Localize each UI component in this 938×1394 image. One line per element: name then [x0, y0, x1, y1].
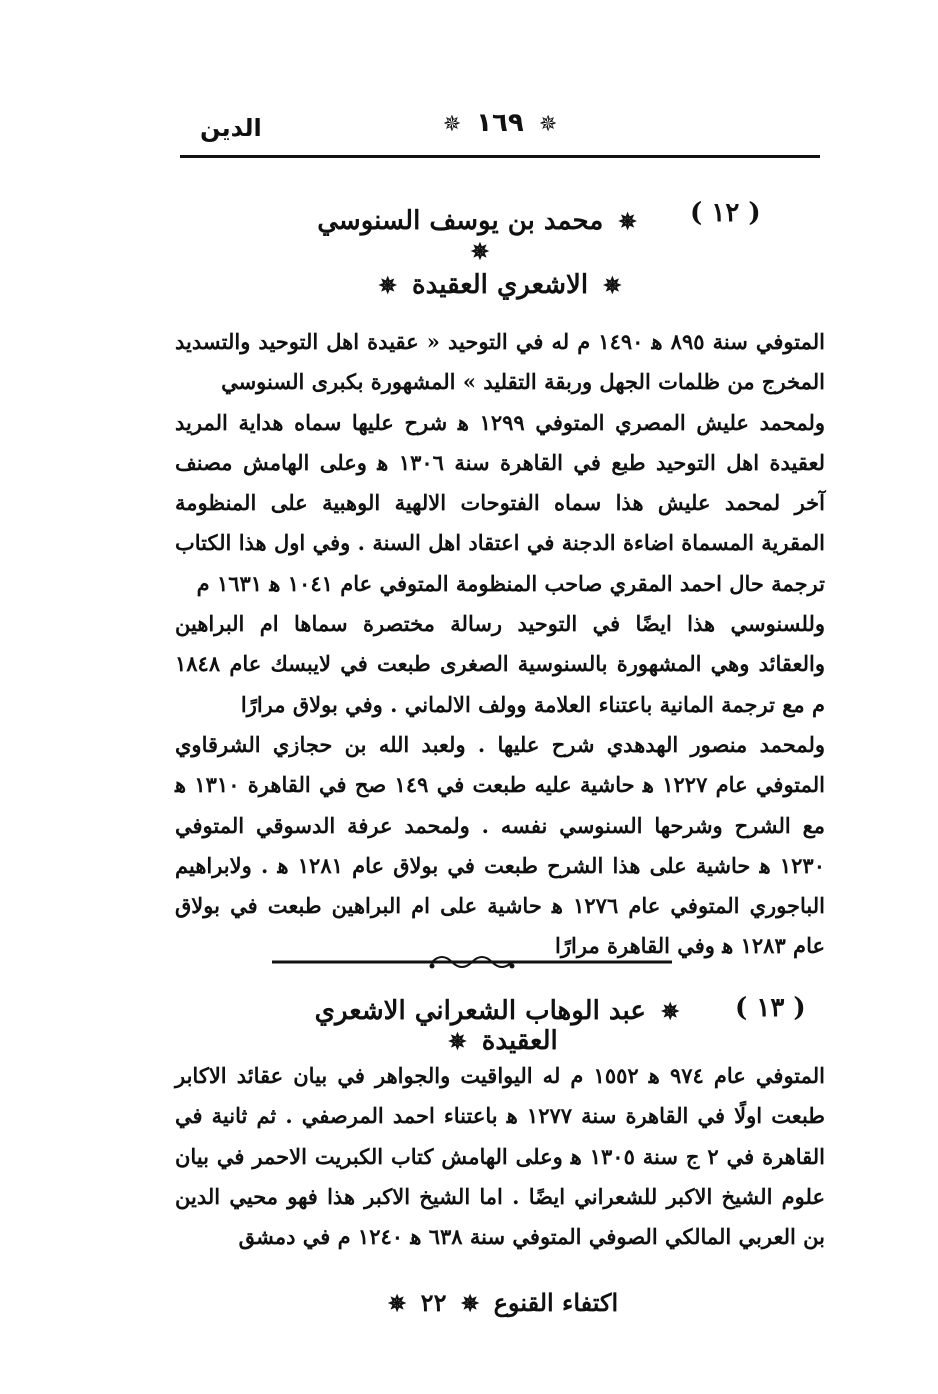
- creed-label: الاشعري العقيدة: [411, 270, 589, 300]
- page-number: ١٦٩: [476, 108, 524, 138]
- ornamental-divider: [272, 952, 672, 974]
- page-footer: [180, 1288, 820, 1317]
- entry-number: ( ١٣ ): [735, 993, 806, 1023]
- ornament-icon: ✵: [442, 112, 462, 137]
- paragraph: ولمحمد عليش المصري المتوفي ١٢٩٩ ﻫ شرح عليها سماه هداية المريد لعقيدة اهل التوحيد طبع في القاهرة سنة ١٣٠٦ ﻫ وعلى الهامش مصنف آخر لمحمد عليش هذا سماه الفتوحات الالهية الوهبية على المنظومة المقرية المسماة اضاءة الدجنة في اعتقاد اهل السنة . وفي اول هذا الكتاب ترجمة حال احمد المقري صاحب المنظومة المتوفي عام ١٠٤١ ﻫ ١٦٣١ م: [175, 409, 826, 596]
- entry-body: [175, 1056, 825, 1257]
- ornament-icon: ✵: [660, 999, 680, 1025]
- entry-title: [290, 996, 710, 1056]
- ornament-icon: ✵: [538, 112, 558, 137]
- ornament-icon: ✵: [448, 1029, 467, 1055]
- paragraph: المتوفي سنة ٨٩٥ ﻫ ١٤٩٠ م له في التوحيد « عقيدة اهل التوحيد والتسديد المخرج من ظلمات الجهل وربقة التقليد » المشهورة بكبرى السنوسي: [175, 329, 825, 395]
- page-number-line: [180, 108, 820, 138]
- book-title: اكتفاء القنوع: [493, 1288, 619, 1317]
- paragraph: ولمحمد منصور الهدهدي شرح عليها . ولعبد الله بن حجازي الشرقاوي المتوفي عام ١٢٢٧ ﻫ حاشية عليه طبعت في ١٤٩ صح في القاهرة ١٣١٠ ﻫ مع الشرح وشرحها السنوسي نفسه . ولمحمد عرفة الدسوقي المتوفي ١٢٣٠ ﻫ حاشية على هذا الشرح طبعت في بولاق عام ١٢٨١ ﻫ . ولابراهيم الباجوري المتوفي عام ١٢٧٦ ﻫ حاشية على ام البراهين طبعت في بولاق عام ١٢٨٣ ﻫ وفي القاهرة مرارًا: [175, 731, 826, 959]
- author-name: عبد الوهاب الشعراني الاشعري العقيدة: [314, 996, 646, 1056]
- entry-body: [175, 322, 825, 967]
- paragraph: وللسنوسي هذا ايضًا في التوحيد رسالة مختصرة سماها ام البراهين والعقائد وهي المشهورة بالسنوسية الصغرى طبعت في لايبسك عام ١٨٤٨ م مع ترجمة المانية باعتناء العلامة وولف الالماني . وفي بولاق مرارًا: [175, 611, 825, 717]
- ornament-icon: ✵: [603, 273, 622, 299]
- ornament-icon: ✵: [378, 273, 397, 299]
- ornament-icon: ✵: [470, 239, 490, 265]
- header-rule: [180, 155, 820, 158]
- entry-subtitle: [180, 270, 820, 300]
- author-name: محمد بن يوسف السنوسي: [317, 206, 604, 236]
- entry-title: [300, 206, 660, 266]
- running-head: [180, 108, 820, 156]
- entry-number: ( ١٢ ): [690, 198, 761, 228]
- ornament-icon: ✵: [460, 1291, 480, 1317]
- ornament-icon: ✵: [618, 209, 637, 235]
- signature-number: ٢٢: [420, 1288, 447, 1317]
- ornament-icon: ✵: [387, 1291, 407, 1317]
- section-title: الدين: [200, 114, 262, 142]
- paragraph: المتوفي عام ٩٧٤ ﻫ ١٥٥٢ م له اليواقيت والجواهر في بيان عقائد الاكابر طبعت اولًا في القاهرة سنة ١٢٧٧ ﻫ باعتناء احمد المرصفي . ثم ثانية في القاهرة في ٢ ج سنة ١٣٠٥ ﻫ وعلى الهامش كتاب الكبريت الاحمر في بيان علوم الشيخ الاكبر للشعراني ايضًا . اما الشيخ الاكبر هذا فهو محيي الدين بن العربي المالكي الصوفي المتوفي سنة ٦٣٨ ﻫ ١٢٤٠ م في دمشق: [175, 1063, 826, 1250]
